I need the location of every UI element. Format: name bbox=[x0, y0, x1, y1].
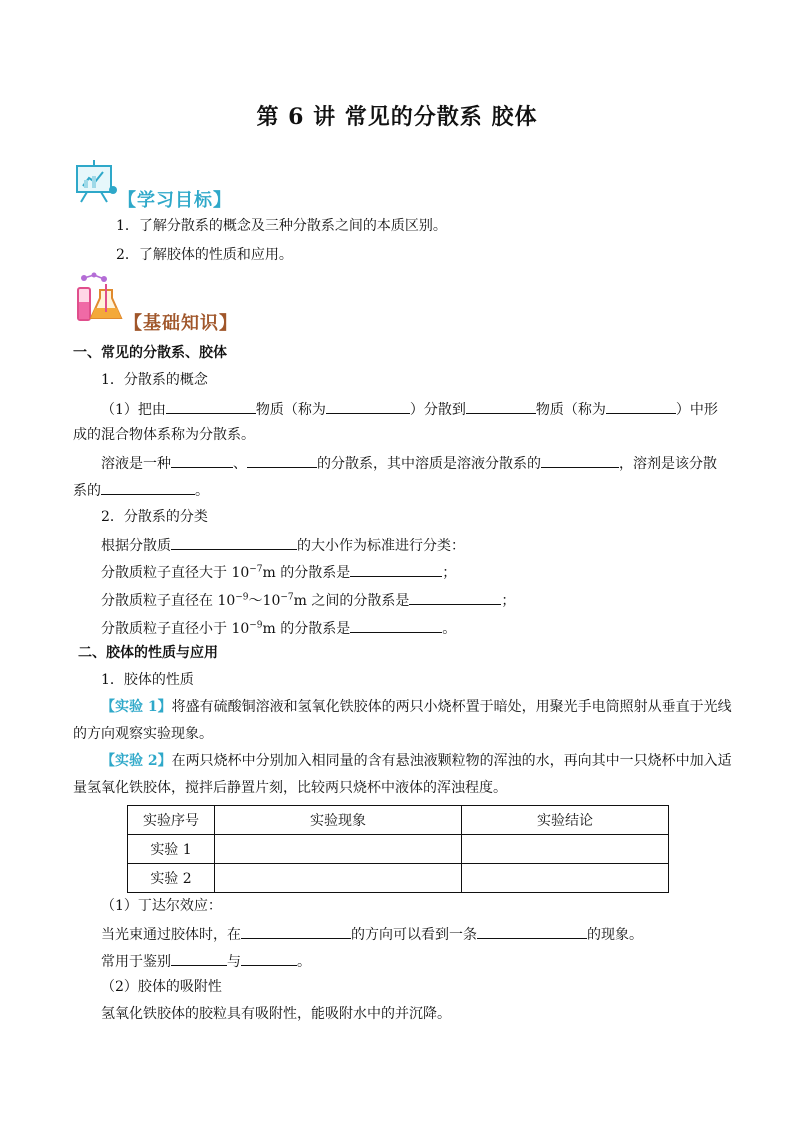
experiment-2-tag: 【实验 2】 bbox=[101, 753, 172, 769]
blank-field[interactable] bbox=[409, 589, 501, 605]
classification-item-3: 分散质粒子直径小于 $10^{-9}m$ 的分散系是 。 bbox=[0, 617, 794, 639]
table-header-cell: 实验现象 bbox=[215, 806, 462, 835]
blank-field[interactable] bbox=[171, 950, 227, 966]
blank-field[interactable] bbox=[166, 398, 256, 414]
blank-field[interactable] bbox=[477, 923, 587, 939]
paragraph-solution-a: 溶液是一种 、 的分散系，其中溶质是溶液分散系的 ，溶剂是该分散 bbox=[0, 452, 794, 474]
basics-label: 【基础知识】 bbox=[124, 313, 238, 334]
experiment-1-b: 的方向观察实验现象。 bbox=[73, 726, 213, 742]
table-cell[interactable] bbox=[462, 864, 669, 893]
adsorption-line: 氢氧化铁胶体的胶粒具有吸附性，能吸附水中的并沉降。 bbox=[101, 1006, 451, 1022]
experiment-table bbox=[127, 805, 669, 893]
paragraph-dispersion-definition-a: （1）把由 物质（称为 ）分散到 物质（称为 ）中形 bbox=[0, 398, 794, 420]
part2-heading: 二、胶体的性质与应用 bbox=[78, 645, 218, 661]
table-header-cell: 实验结论 bbox=[462, 806, 669, 835]
blank-field[interactable] bbox=[606, 398, 676, 414]
paragraph-solution-b: 系的 。 bbox=[0, 479, 794, 501]
table-cell: 实验 1 bbox=[128, 835, 215, 864]
experiment-1-tag: 【实验 1】 bbox=[101, 699, 172, 715]
table-cell[interactable] bbox=[462, 835, 669, 864]
adsorption-heading: （2）胶体的吸附性 bbox=[101, 979, 222, 995]
table-row bbox=[128, 864, 669, 893]
table-row bbox=[128, 835, 669, 864]
part2-sub1: 1．胶体的性质 bbox=[101, 672, 194, 688]
table-header-cell: 实验序号 bbox=[128, 806, 215, 835]
blank-field[interactable] bbox=[350, 617, 442, 633]
table-cell[interactable] bbox=[215, 864, 462, 893]
blank-field[interactable] bbox=[101, 479, 195, 495]
tyndall-line-a: 当光束通过胶体时，在 的方向可以看到一条 的现象。 bbox=[0, 923, 794, 945]
page-title: 第 6 讲 常见的分散系 胶体 bbox=[256, 104, 538, 130]
goal-item-1: 1．了解分散系的概念及三种分散系之间的本质区别。 bbox=[116, 218, 447, 234]
blank-field[interactable] bbox=[247, 452, 317, 468]
table-cell: 实验 2 bbox=[128, 864, 215, 893]
experiment-2-b: 量氢氧化铁胶体，搅拌后静置片刻，比较两只烧杯中液体的浑浊程度。 bbox=[73, 780, 507, 796]
whiteboard-icon bbox=[73, 160, 119, 204]
classification-item-2: 分散质粒子直径在 $10^{-9}\sim 10^{-7}m$ 之间的分散系是 ； bbox=[0, 589, 794, 611]
table-header-row bbox=[128, 806, 669, 835]
table-cell[interactable] bbox=[215, 835, 462, 864]
blank-field[interactable] bbox=[326, 398, 410, 414]
blank-field[interactable] bbox=[350, 561, 442, 577]
part1-sub2: 2．分散系的分类 bbox=[101, 509, 208, 525]
blank-field[interactable] bbox=[466, 398, 536, 414]
paragraph-classification: 根据分散质 的大小作为标准进行分类： bbox=[0, 534, 794, 556]
blank-field[interactable] bbox=[241, 923, 351, 939]
section-goals-heading bbox=[118, 186, 232, 212]
part1-sub1: 1．分散系的概念 bbox=[101, 372, 208, 388]
blank-field[interactable] bbox=[171, 534, 297, 550]
part1-heading: 一、常见的分散系、胶体 bbox=[73, 345, 227, 361]
experiment-1-a: 【实验 1】将盛有硫酸铜溶液和氢氧化铁胶体的两只小烧杯置于暗处，用聚光手电筒照射从垂直于光线 bbox=[101, 699, 732, 715]
blank-field[interactable] bbox=[171, 452, 233, 468]
flask-icon bbox=[74, 272, 124, 324]
section-basics-heading bbox=[124, 309, 238, 335]
goal-item-2: 2．了解胶体的性质和应用。 bbox=[116, 247, 293, 263]
tyndall-heading: （1）丁达尔效应： bbox=[101, 898, 222, 914]
blank-field[interactable] bbox=[541, 452, 619, 468]
blank-field[interactable] bbox=[241, 950, 297, 966]
tyndall-line-b: 常用于鉴别 与 。 bbox=[0, 950, 794, 972]
experiment-2-a: 【实验 2】在两只烧杯中分别加入相同量的含有悬浊液颗粒物的浑浊的水，再向其中一只烧杯中加入适 bbox=[101, 753, 732, 769]
classification-item-1: 分散质粒子直径大于 $10^{-7}m$ 的分散系是 ； bbox=[0, 561, 794, 583]
goals-label: 【学习目标】 bbox=[118, 190, 232, 211]
paragraph-dispersion-definition-b: 成的混合物体系称为分散系。 bbox=[73, 427, 255, 443]
